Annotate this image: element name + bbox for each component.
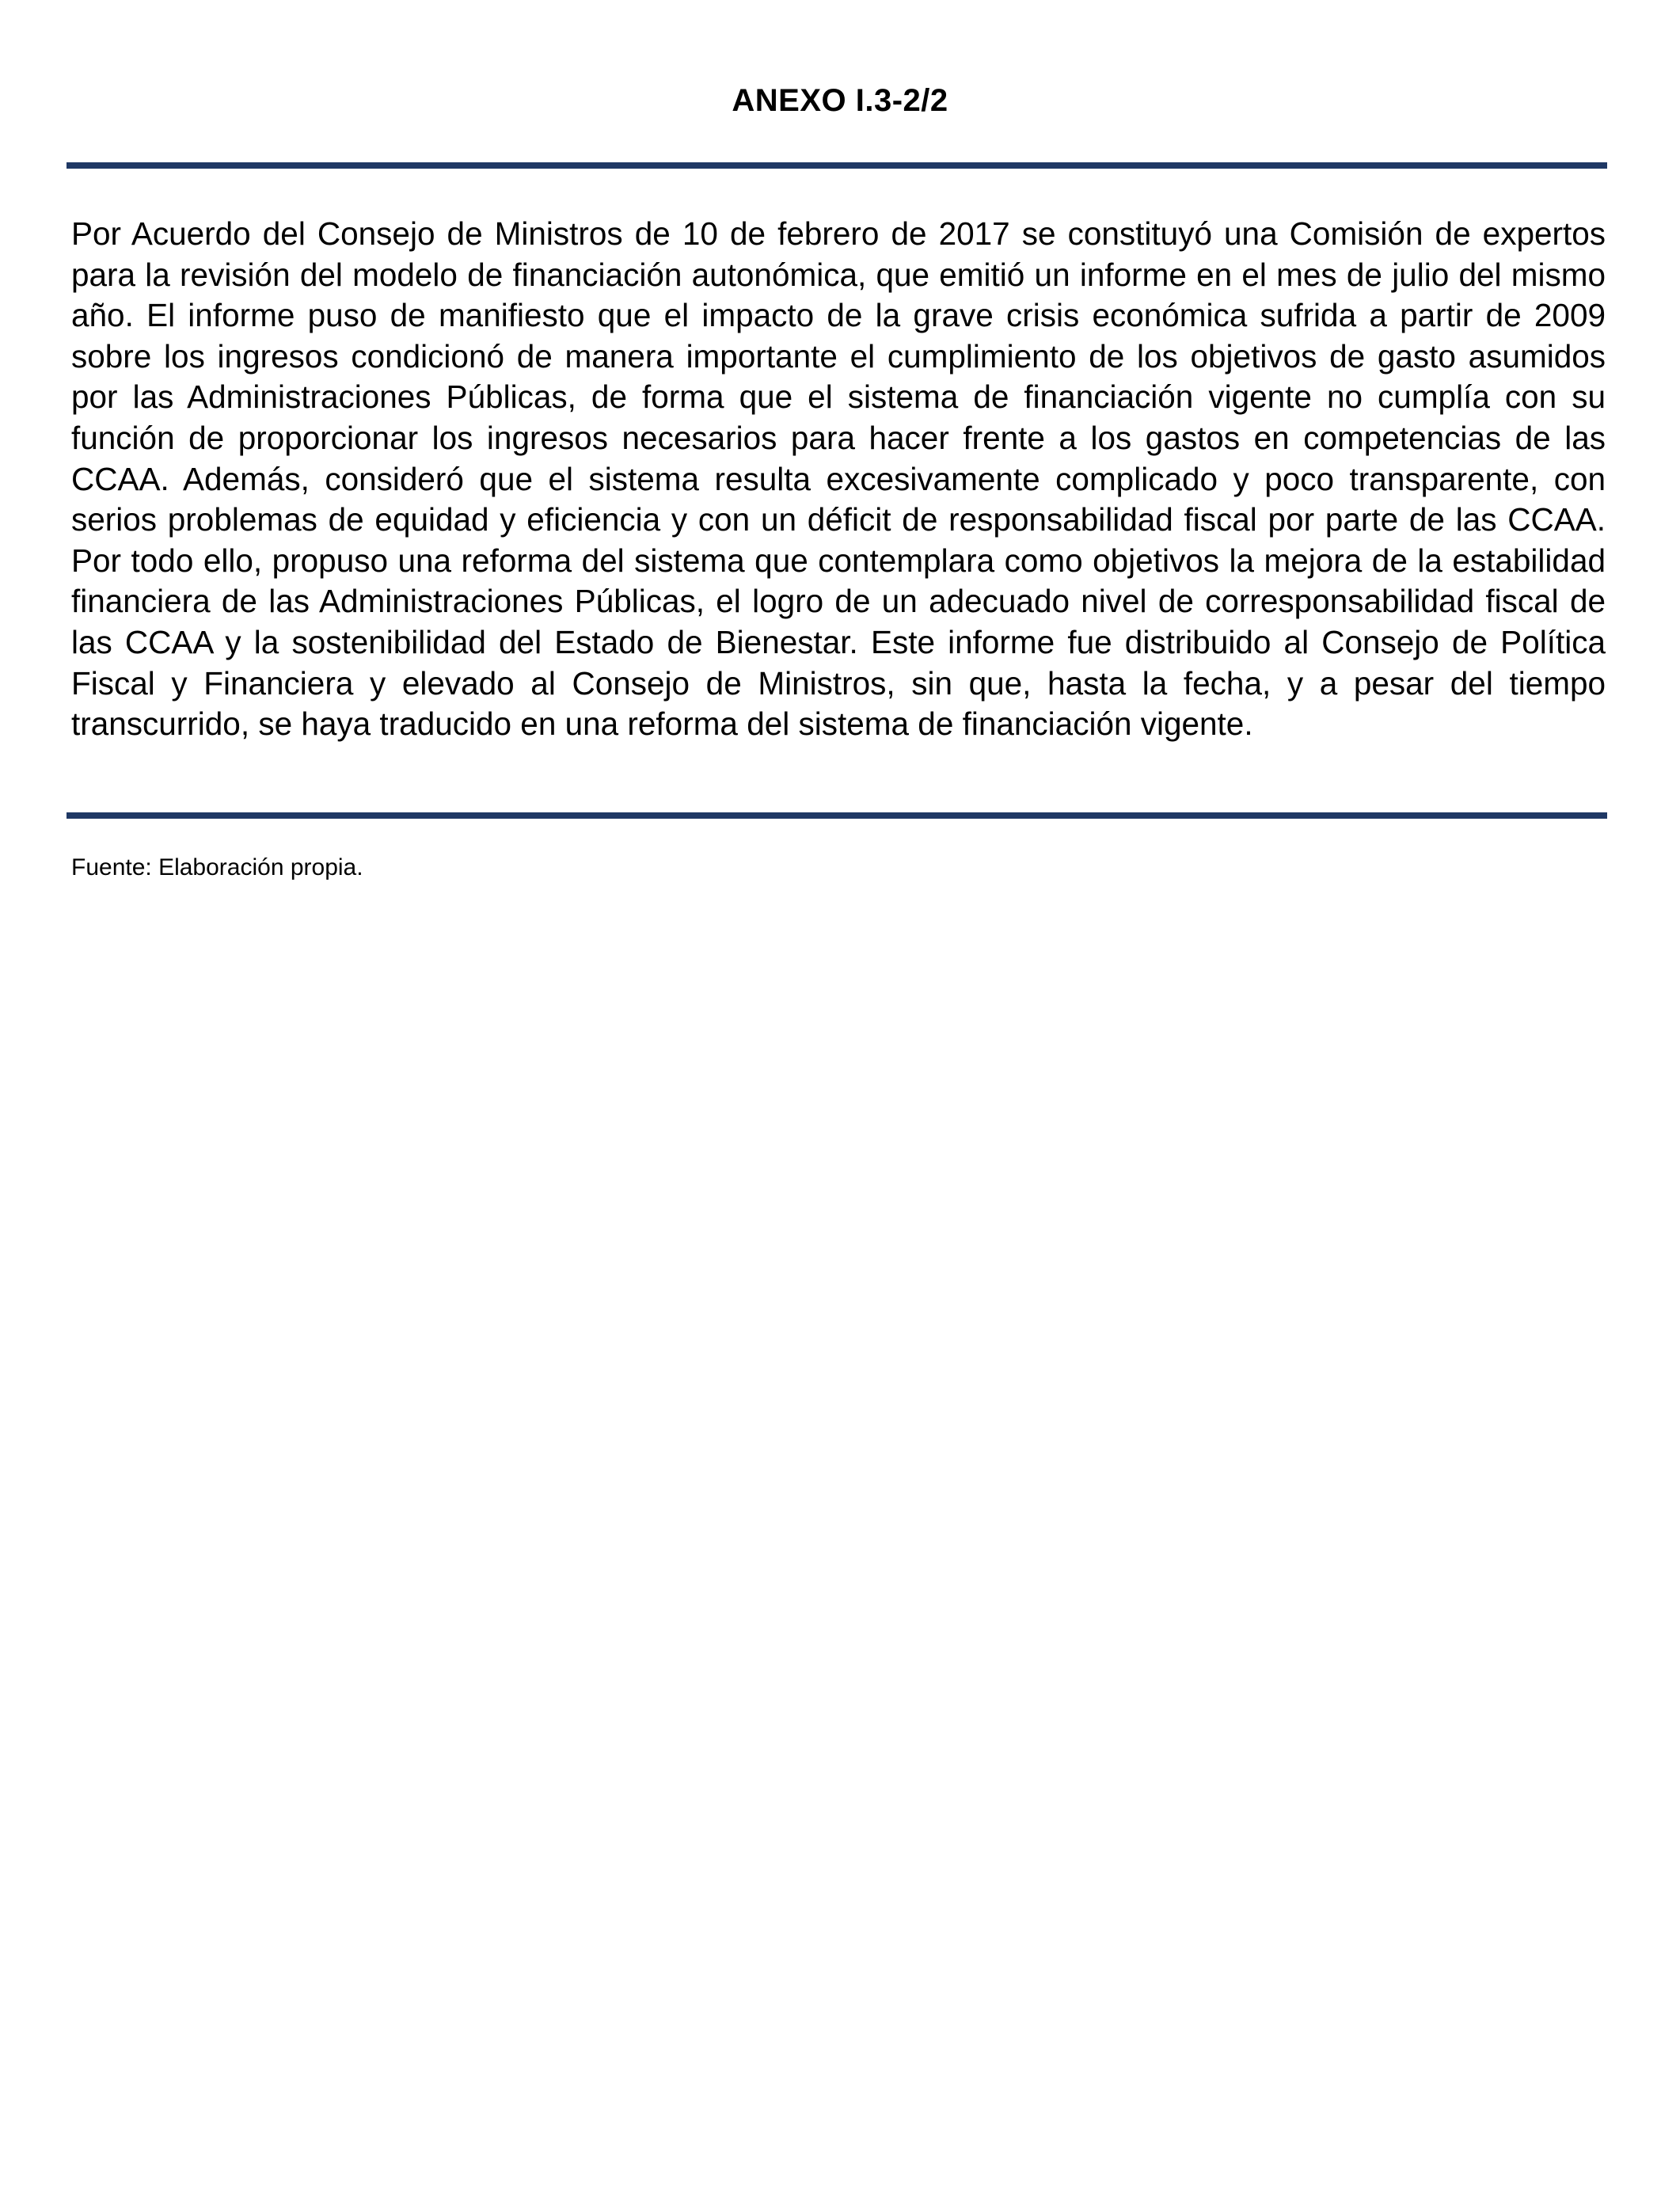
bottom-divider — [67, 812, 1607, 819]
top-divider — [67, 162, 1607, 169]
page-title: ANEXO I.3-2/2 — [732, 83, 948, 118]
source-note: Fuente: Elaboración propia. — [71, 854, 363, 880]
body-paragraph: Por Acuerdo del Consejo de Ministros de 10 de febrero de 2017 se constituyó una Comisión de expertos para la revisión del modelo de financiación autonómica, que emitió un informe en el mes de julio del mismo año. El informe puso de manifiesto que el impacto de la grave crisis económica sufrida a partir de 2009 sobre los ingresos condicionó de manera importante el cumplimiento de los objetivos de gasto asumidos por las Administraciones Públicas, de forma que el sistema de financiación vigente no cumplía con su función de proporcionar los ingresos necesarios para hacer frente a los gastos en competencias de las CCAA. Además, consideró que el sistema resulta excesivamente complicado y poco transparente, con serios problemas de equidad y eficiencia y con un déficit de responsabilidad fiscal por parte de las CCAA. Por todo ello, propuso una reforma del sistema que contemplara como objetivos la mejora de la estabilidad financiera de las Administraciones Públicas, el logro de un adecuado nivel de corresponsabilidad fiscal de las CCAA y la sostenibilidad del Estado de Bienestar. Este informe fue distribuido al Consejo de Política Fiscal y Financiera y elevado al Consejo de Ministros, sin que, hasta la fecha, y a pesar del tiempo transcurrido, se haya traducido en una reforma del sistema de financiación vigente. — [71, 215, 1606, 743]
